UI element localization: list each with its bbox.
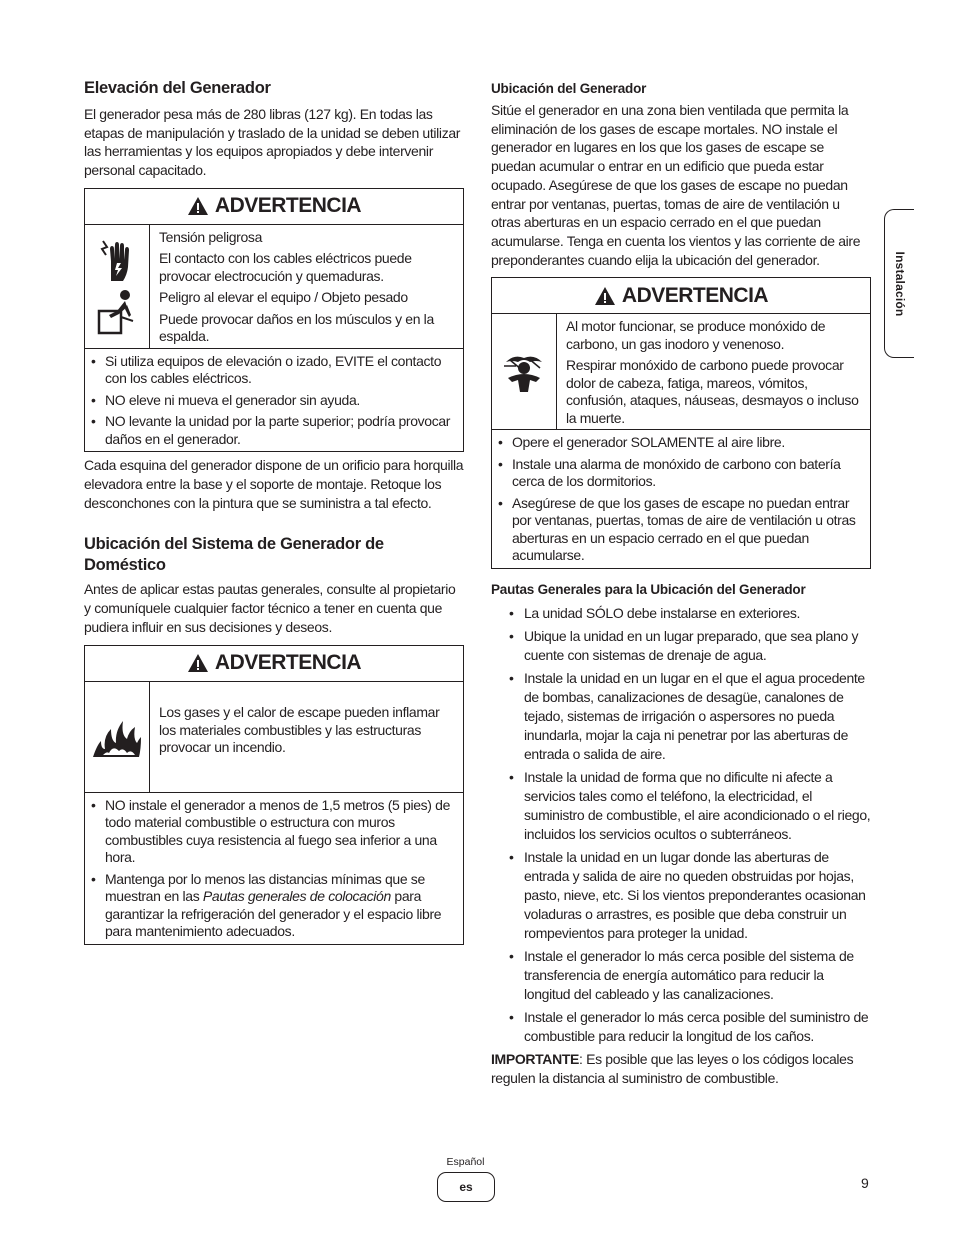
left-column — [84, 78, 464, 945]
section-title-home-location: Ubicación del Sistema de Generador de Doméstico — [84, 535, 384, 575]
list-item: • Instale la unidad en un lugar donde las aberturas de entrada y salida de aire no queden obstruidas por hojas, pasto, nieve, etc. Si los vientos preponderantes ocasionan voladuras o arrastres, es posible que deba construir un rompevientos para proteger la unidad. — [491, 848, 871, 943]
list-item: • Mantenga por lo menos las distancias mínimas que se muestran en las Pautas generales de colocación para garantizar la refrigeración del generador y el espacio libre para mantenimiento adecuados. — [91, 871, 457, 941]
warning-hazards — [85, 682, 463, 793]
section-body-generator-location: Sitúe el generador en una zona bien ventilada que permita la eliminación de los gases de escape mortales. NO instale el generador en lugares en los que los gases de escape se puedan acumular o entrar en un edificio que pueda estar ocupado. Asegúrese de que los gases de escape no puedan entrar por ventanas, puertas, tomas de aire de ventilación u otras aberturas en un espacio cerrado en el que puedan acumularse. Tenga en cuenta los vientos y las corriente de aire preponderantes cuando elija la ubicación del generador. — [491, 102, 861, 268]
warning-triangle-icon — [187, 196, 209, 216]
hazard-text-lifting: Puede provocar daños en los músculos y en la espalda. — [159, 310, 434, 345]
warning-box-fire — [84, 645, 464, 945]
warning-bullets — [85, 349, 463, 452]
list-item: • Instale la unidad en un lugar en el que el agua procedente de bombas, canalizaciones de desagüe, canalones de tejado, sistemas de irrigación o aspersores no pueda inundarla, mojar la caja ni penetrar por las aberturas de entrada o salida de aire. — [491, 669, 871, 764]
warning-triangle-icon — [594, 286, 616, 306]
section-title-guidelines: Pautas Generales para la Ubicación del Generador — [491, 581, 806, 597]
section-title-generator-location: Ubicación del Generador — [491, 81, 647, 96]
warning-hazards — [85, 225, 463, 349]
list-item: • Asegúrese de que los gases de escape no puedan entrar por ventanas, puertas, tomas de aire de ventilación u otras aberturas en un espacio cerrado en el que puedan acumularse. — [498, 495, 864, 565]
footer-language: Español — [446, 1156, 485, 1168]
important-label: IMPORTANTE — [491, 1050, 580, 1067]
list-item: • Instale el generador lo más cerca posible del suministro de combustible para reducir la longitud de los caños. — [491, 1008, 871, 1046]
warning-bullets — [85, 793, 463, 944]
warning-header: ADVERTENCIA — [85, 646, 463, 682]
list-item: • NO levante la unidad por la parte superior; podría provocar daños en el generador. — [91, 413, 457, 448]
hazard-text-co: Al motor funcionar, se produce monóxido de carbono, un gas inodoro y venenoso. — [566, 318, 826, 352]
section-title-lifting: Elevación del Generador — [84, 79, 271, 97]
toxic-fumes-person-icon — [500, 352, 548, 392]
electric-shock-hand-icon — [97, 237, 137, 285]
list-item: • Instale el generador lo más cerca posible del sistema de transferencia de energía automático para reducir la longitud del cableado y las canalizaciones. — [491, 947, 871, 1004]
hazard-title-lifting: Peligro al elevar el equipo / Objeto pesado — [159, 289, 408, 306]
important-note: IMPORTANTE: Es posible que las leyes o los códigos locales regulen la distancia al suministro de combustible. — [491, 1050, 854, 1086]
language-code-badge: es — [437, 1172, 495, 1202]
hazard-descriptions — [150, 225, 463, 348]
warning-header: ADVERTENCIA — [85, 189, 463, 225]
warning-box-lifting — [84, 188, 464, 453]
list-item: • La unidad SÓLO debe instalarse en exteriores. — [491, 604, 871, 623]
heavy-lifting-icon — [95, 289, 139, 335]
list-item: • Instale la unidad de forma que no dificulte ni afecte a servicios tales como el teléfono, la electricidad, el suministro de combustible, el aire acondicionado o el riego, incluidos los servicios ocultos o subterráneos. — [491, 768, 871, 844]
section-body-lifting: El generador pesa más de 280 libras (127 kg). En todas las etapas de manipulación y traslado de la unidad se deben utilizar las herramientas y los equipos apropiados y debe intervenir personal capacitado. — [84, 106, 461, 179]
italic-reference: Pautas generales de colocación — [202, 888, 391, 905]
hazard-descriptions — [150, 682, 463, 792]
hazard-icons — [85, 225, 150, 348]
hazard-text-fire: Los gases y el calor de escape pueden inflamar los materiales combustibles y las estructuras provocar un incendio. — [159, 704, 440, 756]
warning-box-carbon-monoxide — [491, 277, 871, 569]
fire-flame-icon — [91, 715, 143, 759]
warning-triangle-icon — [187, 653, 209, 673]
tab-label: Instalación — [892, 251, 907, 316]
paragraph-forklift: Cada esquina del generador dispone de un orificio para horquilla elevadora entre la base y el soporte de montaje. Retoque los desconchones con la pintura que se suministra a tal efecto. — [84, 457, 464, 511]
list-item: • NO instale el generador a menos de 1,5 metros (5 pies) de todo material combustible o estructura con muros combustibles cuya resistencia al fuego sea inferior a una hora. — [91, 797, 457, 867]
list-item: • NO eleve ni mueva el generador sin ayuda. — [91, 392, 457, 410]
hazard-descriptions — [557, 314, 870, 429]
list-item: • Instale una alarma de monóxido de carbono con batería cerca de los dormitorios. — [498, 456, 864, 491]
warning-bullets — [492, 430, 870, 568]
list-item: • Ubique la unidad en un lugar preparado, que sea plano y cuente con sistemas de drenaje de agua. — [491, 627, 871, 665]
section-body-home-location: Antes de aplicar estas pautas generales, consulte al propietario y comuníquele cualquier factor técnico a tener en cuenta que pudiera influir en sus decisiones y deseos. — [84, 581, 456, 635]
hazard-text-co-effects: Respirar monóxido de carbono puede provocar dolor de cabeza, fatiga, mareos, vómitos, confusión, ataques, náuseas, desmayos o incluso la muerte. — [566, 357, 859, 426]
warning-header: ADVERTENCIA — [492, 278, 870, 314]
warning-hazards — [492, 314, 870, 430]
page-number: 9 — [861, 1175, 869, 1191]
list-item: • Si utiliza equipos de elevación o izado, EVITE el contacto con los cables eléctricos. — [91, 353, 457, 388]
hazard-text-voltage: El contacto con los cables eléctricos puede provocar electrocución y quemaduras. — [159, 250, 412, 284]
hazard-title-voltage: Tensión peligrosa — [159, 228, 263, 245]
guidelines-list — [491, 604, 871, 1046]
hazard-icons — [492, 314, 557, 429]
section-tab-installation — [884, 209, 914, 358]
right-column — [491, 80, 871, 1087]
hazard-icons — [85, 682, 150, 792]
list-item: • Opere el generador SOLAMENTE al aire libre. — [498, 434, 864, 452]
